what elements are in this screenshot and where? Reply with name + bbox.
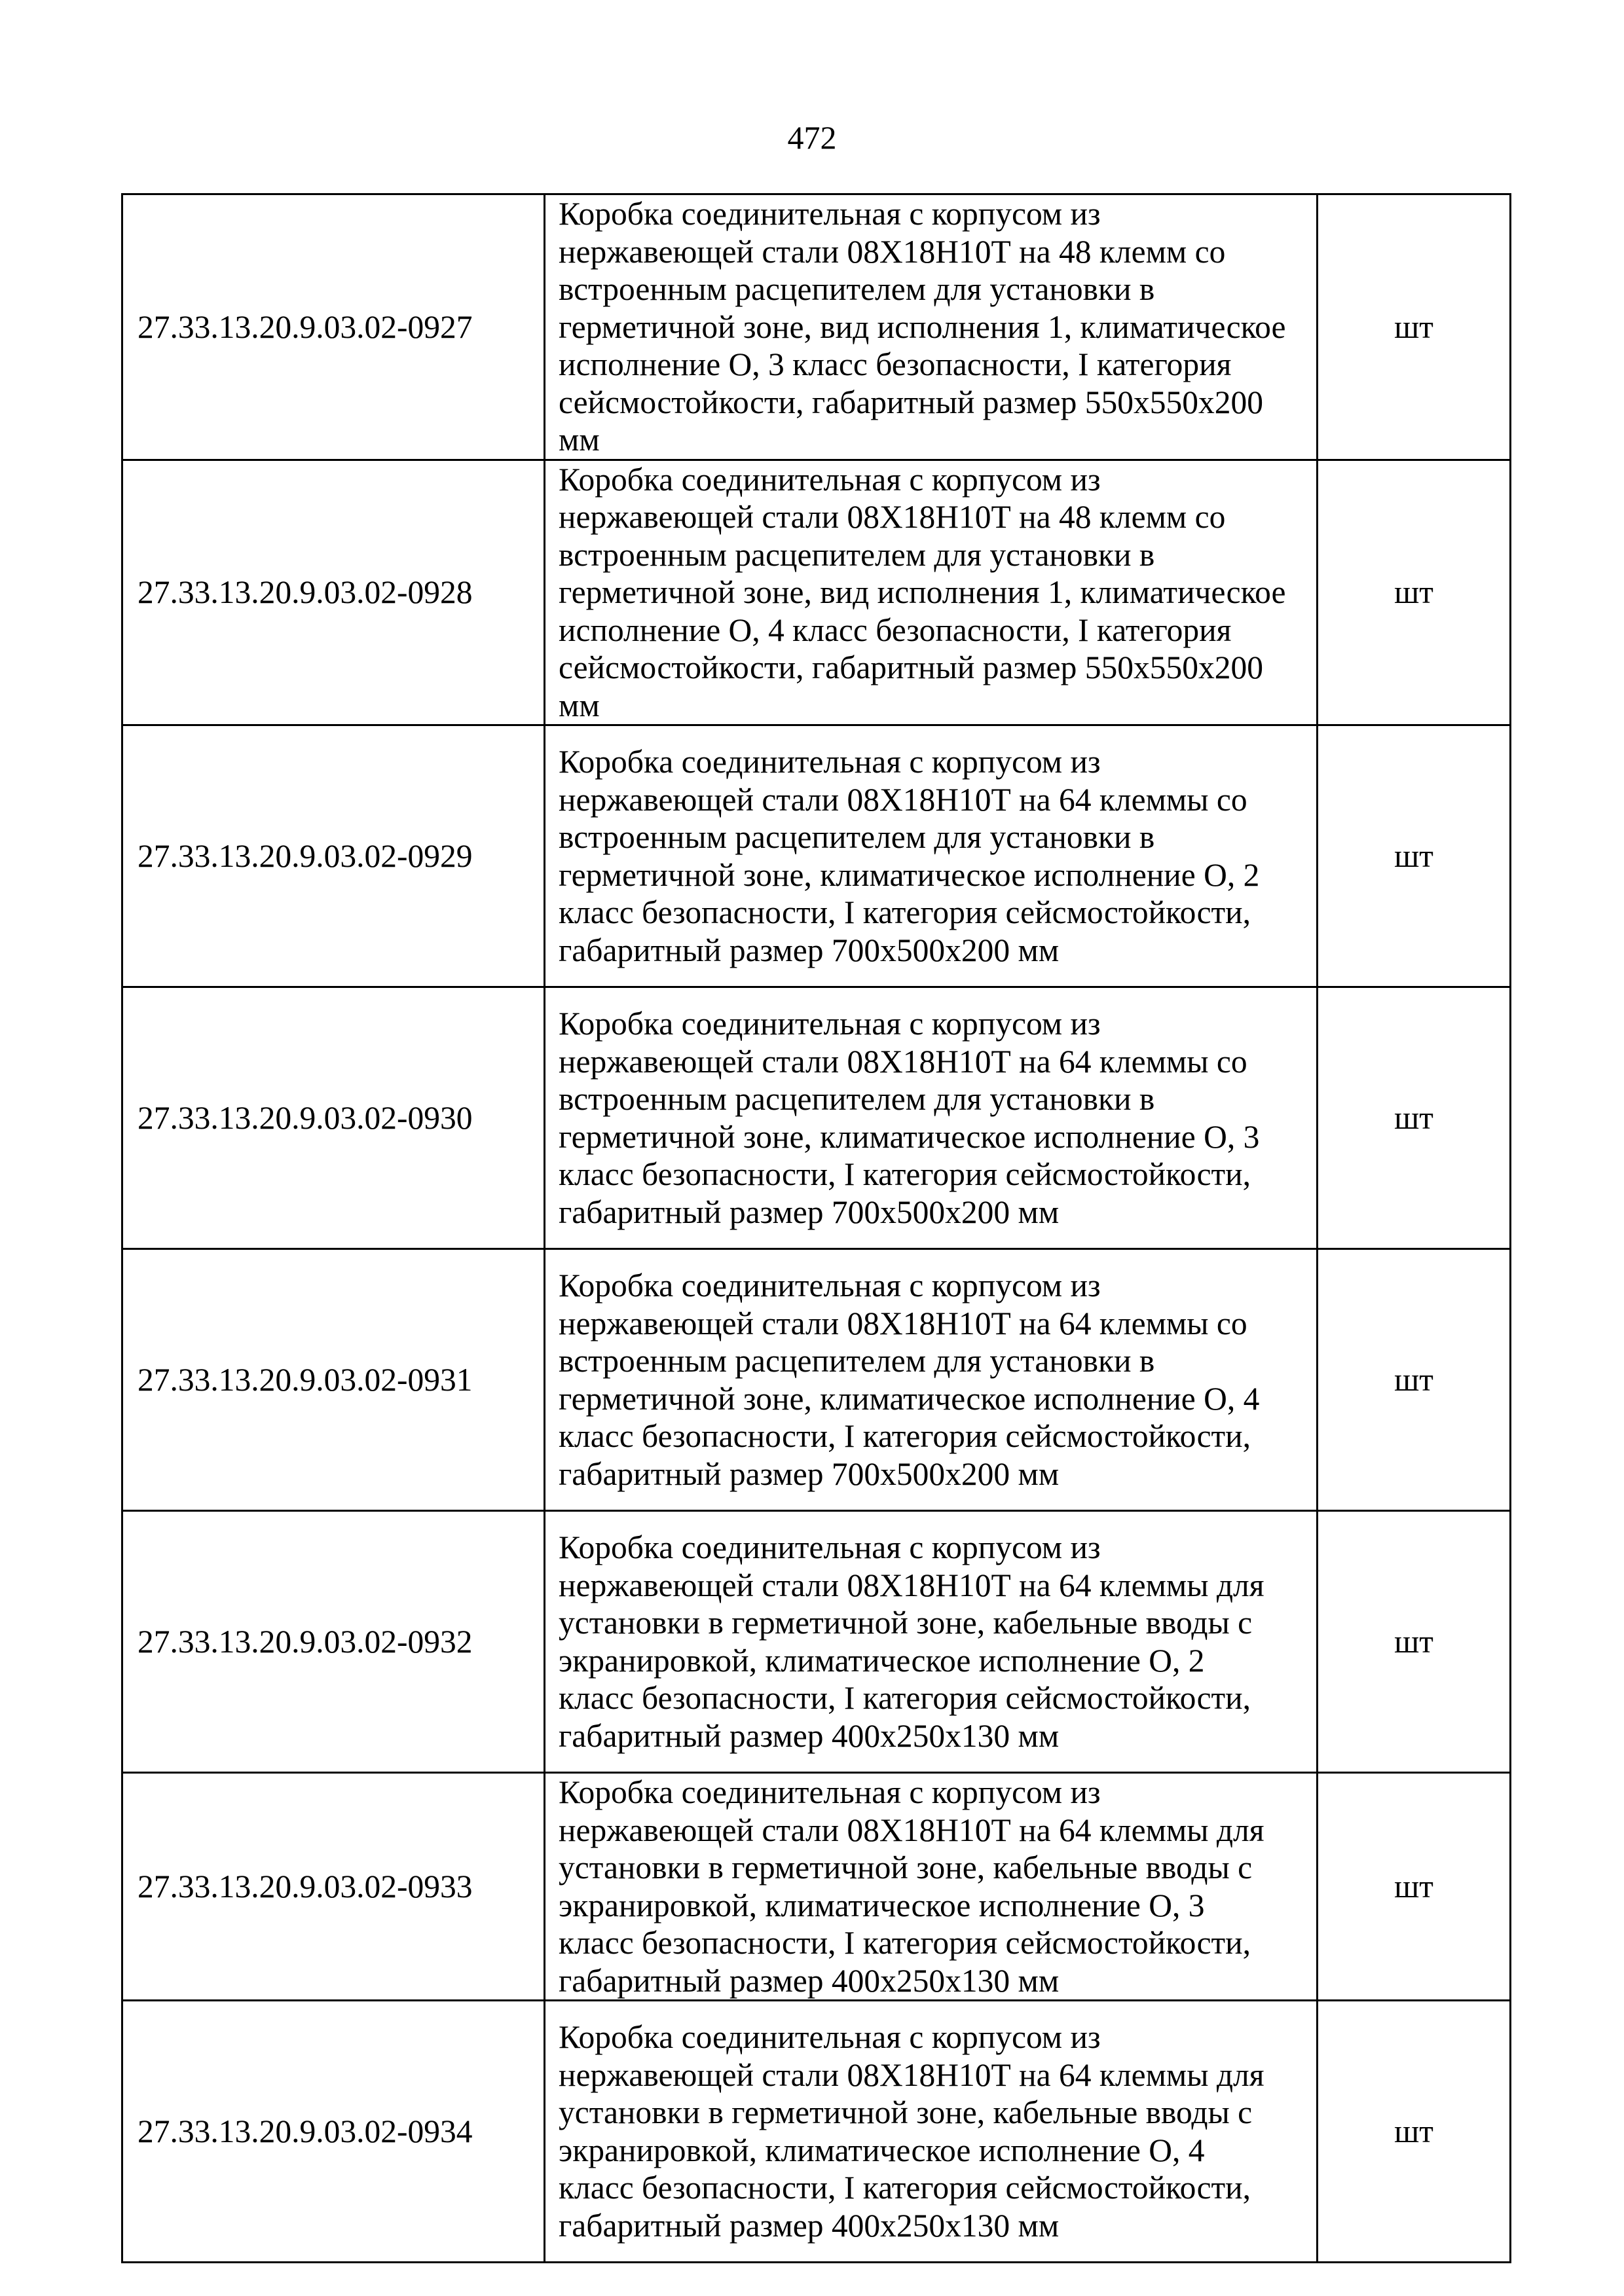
- unit-of-measure: шт: [1318, 1773, 1511, 2001]
- description-line: встроенным расцепителем для установки в: [559, 536, 1155, 573]
- description-line: герметичной зоне, вид исполнения 1, климатическое: [559, 574, 1286, 610]
- description-line: габаритный размер 400x250x130 мм: [559, 2207, 1060, 2244]
- description-line: нержавеющей стали 08Х18Н10Т на 64 клеммы со: [559, 1305, 1247, 1341]
- resource-code: 27.33.13.20.9.03.02-0932: [122, 1511, 545, 1773]
- page-number: 472: [787, 119, 837, 156]
- table-row: [122, 1511, 1511, 1773]
- description-line: Коробка соединительная с корпусом из: [559, 2019, 1101, 2055]
- description-line: класс безопасности, I категория сейсмостойкости,: [559, 1680, 1251, 1716]
- description-line: исполнение О, 4 класс безопасности, I категория: [559, 611, 1232, 648]
- description-line: нержавеющей стали 08Х18Н10Т на 48 клемм со: [559, 499, 1226, 535]
- resource-code: 27.33.13.20.9.03.02-0930: [122, 987, 545, 1249]
- unit-of-measure: шт: [1318, 1249, 1511, 1511]
- resource-table: [121, 193, 1511, 2263]
- description-line: экранировкой, климатическое исполнение О, 4: [559, 2132, 1205, 2168]
- description-line: габаритный размер 400x250x130 мм: [559, 1962, 1060, 1999]
- table-row: [122, 1249, 1511, 1511]
- description-line: мм: [559, 422, 600, 458]
- description-line: Коробка соединительная с корпусом из: [559, 196, 1101, 232]
- description-line: нержавеющей стали 08Х18Н10Т на 48 клемм со: [559, 233, 1226, 270]
- description-line: габаритный размер 700x500x200 мм: [559, 1455, 1060, 1492]
- description-line: габаритный размер 700x500x200 мм: [559, 932, 1060, 968]
- unit-of-measure: шт: [1318, 1511, 1511, 1773]
- description-line: класс безопасности, I категория сейсмостойкости,: [559, 894, 1251, 930]
- unit-of-measure: шт: [1318, 725, 1511, 987]
- description-line: нержавеющей стали 08Х18Н10Т на 64 клеммы со: [559, 1043, 1247, 1080]
- resource-code: 27.33.13.20.9.03.02-0931: [122, 1249, 545, 1511]
- resource-description: [545, 460, 1318, 725]
- resource-code: 27.33.13.20.9.03.02-0934: [122, 2001, 545, 2263]
- unit-of-measure: шт: [1318, 987, 1511, 1249]
- description-line: Коробка соединительная с корпусом из: [559, 1267, 1101, 1303]
- description-line: класс безопасности, I категория сейсмостойкости,: [559, 2170, 1251, 2206]
- description-line: установки в герметичной зоне, кабельные вводы с: [559, 1850, 1253, 1886]
- description-line: экранировкой, климатическое исполнение О, 2: [559, 1642, 1205, 1679]
- resource-description: [545, 1511, 1318, 1773]
- table-row: [122, 194, 1511, 460]
- table-row: [122, 460, 1511, 725]
- description-line: нержавеющей стали 08Х18Н10Т на 64 клеммы со: [559, 781, 1247, 818]
- description-line: встроенным расцепителем для установки в: [559, 819, 1155, 855]
- description-line: экранировкой, климатическое исполнение О, 3: [559, 1887, 1205, 1923]
- resource-code: 27.33.13.20.9.03.02-0927: [122, 194, 545, 460]
- table-row: [122, 987, 1511, 1249]
- resource-description: [545, 2001, 1318, 2263]
- description-line: сейсмостойкости, габаритный размер 550x550x200: [559, 384, 1264, 420]
- resource-description: [545, 194, 1318, 460]
- table-row: [122, 2001, 1511, 2263]
- description-line: Коробка соединительная с корпусом из: [559, 461, 1101, 498]
- description-line: нержавеющей стали 08Х18Н10Т на 64 клеммы для: [559, 1812, 1264, 1848]
- description-line: сейсмостойкости, габаритный размер 550x550x200: [559, 649, 1264, 685]
- resource-code: 27.33.13.20.9.03.02-0928: [122, 460, 545, 725]
- description-line: нержавеющей стали 08Х18Н10Т на 64 клеммы для: [559, 1567, 1264, 1603]
- table-row: [122, 725, 1511, 987]
- description-line: встроенным расцепителем для установки в: [559, 1081, 1155, 1117]
- description-line: герметичной зоне, климатическое исполнение О, 2: [559, 856, 1260, 893]
- unit-of-measure: шт: [1318, 460, 1511, 725]
- resource-description: [545, 1249, 1318, 1511]
- resource-description: [545, 725, 1318, 987]
- description-line: Коробка соединительная с корпусом из: [559, 1006, 1101, 1042]
- description-line: установки в герметичной зоне, кабельные вводы с: [559, 2094, 1253, 2130]
- description-line: исполнение О, 3 класс безопасности, I категория: [559, 346, 1232, 382]
- resource-description: [545, 1773, 1318, 2001]
- unit-of-measure: шт: [1318, 2001, 1511, 2263]
- description-line: Коробка соединительная с корпусом из: [559, 1774, 1101, 1810]
- description-line: герметичной зоне, климатическое исполнение О, 3: [559, 1118, 1260, 1155]
- description-line: класс безопасности, I категория сейсмостойкости,: [559, 1156, 1251, 1192]
- description-line: нержавеющей стали 08Х18Н10Т на 64 клеммы для: [559, 2056, 1264, 2093]
- resource-code: 27.33.13.20.9.03.02-0933: [122, 1773, 545, 2001]
- table-row: [122, 1773, 1511, 2001]
- resource-description: [545, 987, 1318, 1249]
- unit-of-measure: шт: [1318, 194, 1511, 460]
- description-line: габаритный размер 400x250x130 мм: [559, 1717, 1060, 1754]
- description-line: Коробка соединительная с корпусом из: [559, 744, 1101, 780]
- description-line: мм: [559, 687, 600, 723]
- description-line: встроенным расцепителем для установки в: [559, 1343, 1155, 1379]
- description-line: герметичной зоне, вид исполнения 1, климатическое: [559, 308, 1286, 345]
- description-line: встроенным расцепителем для установки в: [559, 271, 1155, 307]
- description-line: Коробка соединительная с корпусом из: [559, 1529, 1101, 1565]
- description-line: класс безопасности, I категория сейсмостойкости,: [559, 1418, 1251, 1454]
- description-line: герметичной зоне, климатическое исполнение О, 4: [559, 1380, 1260, 1417]
- description-line: габаритный размер 700x500x200 мм: [559, 1194, 1060, 1230]
- resource-code: 27.33.13.20.9.03.02-0929: [122, 725, 545, 987]
- description-line: класс безопасности, I категория сейсмостойкости,: [559, 1925, 1251, 1961]
- description-line: установки в герметичной зоне, кабельные вводы с: [559, 1605, 1253, 1641]
